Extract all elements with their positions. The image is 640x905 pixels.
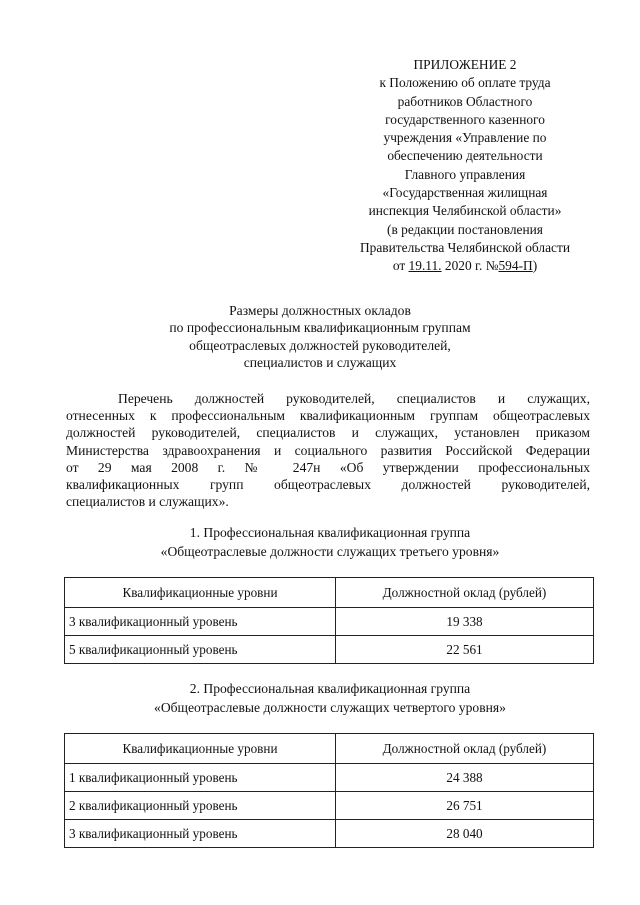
table-row bbox=[65, 792, 594, 820]
title-line: по профессиональным квалификационным группам bbox=[169, 320, 471, 336]
salary-cell: 24 388 bbox=[336, 764, 594, 792]
document-title bbox=[110, 302, 530, 371]
paragraph-line: должностей руководителей, специалистов и служащих, установлен приказом bbox=[66, 425, 590, 441]
level-cell: 3 квалификационный уровень bbox=[65, 820, 336, 848]
table-row bbox=[65, 608, 594, 636]
group-1-title bbox=[80, 524, 580, 561]
table-row bbox=[65, 820, 594, 848]
table-row bbox=[65, 764, 594, 792]
column-header-levels: Квалификационные уровни bbox=[65, 578, 336, 608]
paragraph-line: Министерства здравоохранения и социального развития Российской Федерации bbox=[66, 442, 590, 458]
appendix-line: к Положению об оплате труда bbox=[379, 75, 551, 91]
date-prefix: от bbox=[392, 258, 406, 274]
salary-cell: 26 751 bbox=[336, 792, 594, 820]
appendix-line: работников Областного bbox=[397, 93, 533, 109]
group-title-line: «Общеотраслевые должности служащих третьего уровня» bbox=[160, 543, 500, 559]
column-header-salary: Должностной оклад (рублей) bbox=[336, 734, 594, 764]
paragraph-line: квалификационных групп общеотраслевых должностей руководителей, bbox=[66, 477, 590, 493]
paragraph-line: отнесенных к профессиональным квалификационным группам общеотраслевых bbox=[66, 408, 590, 424]
date-suffix: ) bbox=[532, 258, 538, 274]
appendix-line: «Государственная жилищная bbox=[382, 185, 548, 201]
appendix-line: государственного казенного bbox=[385, 111, 545, 127]
group-title-line: 2. Профессиональная квалификационная группа bbox=[189, 681, 471, 696]
salary-cell: 22 561 bbox=[336, 636, 594, 664]
group-2-salary-table bbox=[64, 733, 594, 848]
appendix-line: (в редакции постановления bbox=[387, 221, 543, 237]
level-cell: 1 квалификационный уровень bbox=[65, 764, 336, 792]
salary-cell: 28 040 bbox=[336, 820, 594, 848]
appendix-line: инспекция Челябинской области» bbox=[368, 203, 562, 219]
appendix-line: Правительства Челябинской области bbox=[360, 239, 570, 255]
salary-cell: 19 338 bbox=[336, 608, 594, 636]
paragraph-line: от 29 мая 2008 г. № 247н «Об утверждении профессиональных bbox=[66, 459, 590, 475]
date-year: 2020 г. № bbox=[444, 258, 499, 274]
title-line: специалистов и служащих bbox=[243, 354, 397, 370]
appendix-line: Главного управления bbox=[404, 166, 526, 182]
appendix-line: обеспечению деятельности bbox=[387, 148, 543, 164]
title-line: общеотраслевых должностей руководителей, bbox=[189, 337, 451, 353]
table-header-row bbox=[65, 734, 594, 764]
level-cell: 5 квалификационный уровень bbox=[65, 636, 336, 664]
document-number: 594-П bbox=[498, 258, 533, 274]
group-title-line: «Общеотраслевые должности служащих четвертого уровня» bbox=[154, 699, 506, 715]
title-line: Размеры должностных окладов bbox=[229, 303, 411, 318]
column-header-levels: Квалификационные уровни bbox=[65, 734, 336, 764]
appendix-block bbox=[320, 56, 610, 276]
appendix-date-line bbox=[320, 257, 610, 275]
group-2-title bbox=[80, 680, 580, 717]
appendix-heading: ПРИЛОЖЕНИЕ 2 bbox=[413, 57, 517, 72]
table-header-row bbox=[65, 578, 594, 608]
date-value: 19.11. bbox=[408, 258, 442, 274]
appendix-line: учреждения «Управление по bbox=[383, 130, 547, 146]
group-1-salary-table bbox=[64, 577, 594, 664]
level-cell: 3 квалификационный уровень bbox=[65, 608, 336, 636]
table-row bbox=[65, 636, 594, 664]
column-header-salary: Должностной оклад (рублей) bbox=[336, 578, 594, 608]
level-cell: 2 квалификационный уровень bbox=[65, 792, 336, 820]
intro-paragraph bbox=[66, 390, 590, 510]
paragraph-line: Перечень должностей руководителей, специалистов и служащих, bbox=[118, 391, 590, 406]
group-title-line: 1. Профессиональная квалификационная группа bbox=[189, 525, 471, 540]
paragraph-line: специалистов и служащих». bbox=[66, 494, 229, 510]
